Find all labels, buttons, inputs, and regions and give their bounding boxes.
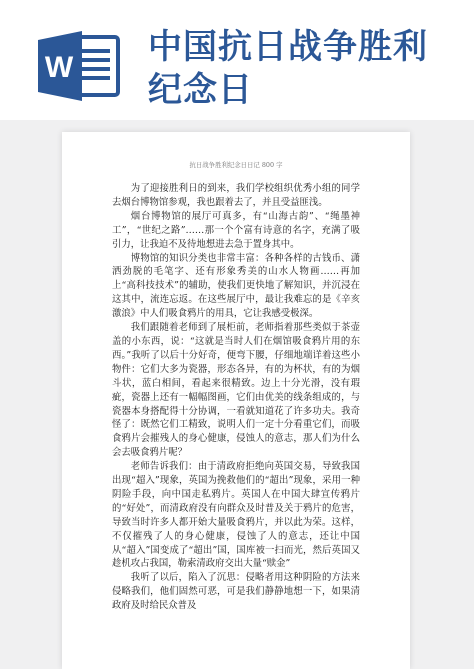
title-line-2: 纪念日 — [148, 70, 253, 110]
document-title: 抗日战争胜利纪念日日记 800 字 — [189, 161, 283, 169]
title-line-1: 中国抗日战争胜利 — [148, 27, 428, 67]
paragraph: 我们跟随着老师到了展柜前，老师指着那些类似于茶壶盖的小东西，说：“这就是当时人们在烟馆吸食鸦片用的东西。”我听了以后十分好奇，便弯下腰，仔细地端详着这些小物件：它们大多为瓷器，形态各异，有的为杯状，有的为烟斗状，蓝白相间，看起来很精致。边上十分光滑，没有瑕疵，瓷器上还有一幅幅图画，它们由优美的线条组成的，与瓷器本身搭配得十分协调，一看就知道花了许多功夫。我奇怪了：既然它们工精致，说明人们一定十分看重它们，而吸食鸦片会摧残人的身心健康，侵蚀人的意志，那人们为什么会去吸食鸦片呢？ — [112, 322, 360, 459]
paragraph: 老师告诉我们：由于清政府拒绝向英国交易，导致我国出现“超入”现象，英国为挽救他们的“超出”现象，采用一种阴险手段，向中国走私鸦片。英国人在中国大肆宣传鸦片的“好处”，而清政府没有向群众及时普及关于鸦片的危害，导致当时许多人都开始大量吸食鸦片，并以此为荣。这样，不仅摧残了人的身心健康，侵蚀了人的意志，还让中国从“超入”国变成了“超出”国，国库被一扫而光，然后英国又趁机攻占我国，勒索清政府交出大量“赎金” — [112, 461, 360, 570]
paragraph: 烟台博物馆的展厅可真多，有“山海古韵”、“绳墨神工”，“世纪之路”……那一个个富有诗意的名字，充满了吸引力，让我迫不及待地想进去急于置身其中。 — [112, 210, 360, 250]
page-title — [148, 26, 428, 112]
paragraph: 为了迎接胜利日的到来，我们学校组织优秀小组的同学去烟台博物馆参观，我也跟着去了，并且受益匪浅。 — [112, 183, 360, 208]
paragraph: 博物馆的知识分类也非常丰富：各种各样的古钱币、潇洒劲脱的毛笔字、还有形象秀美的山水人物画……再加上“高科技技术”的辅助，使我们更快地了解知识，并沉浸在这其中，流连忘返。在这些展厅中，最让我难忘的是《辛亥激浪》中人们吸食鸦片的用具，它让我感受极深。 — [112, 252, 360, 320]
header-banner — [0, 0, 474, 120]
document-body — [112, 182, 360, 613]
microsoft-word-icon — [38, 31, 124, 101]
paragraph: 我听了以后，陷入了沉思：侵略者用这种阴险的方法来侵略我们，他们固然可恶，可是我们静静地想一下，如果清政府及时给民众普及 — [112, 572, 360, 612]
document-preview — [62, 132, 410, 669]
word-icon-letter: W — [44, 51, 74, 84]
